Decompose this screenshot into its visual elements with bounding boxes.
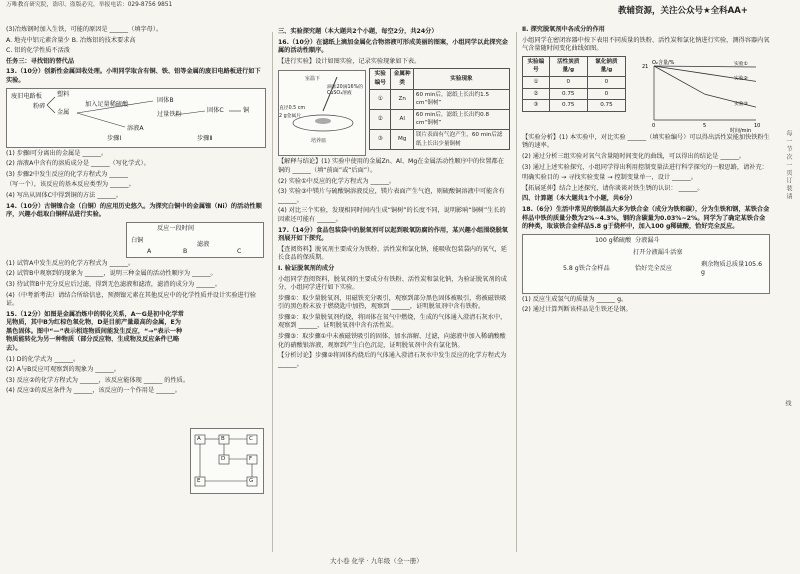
q17-line: 小组同学查阅资料，脱氧剂的主要成分有铁粉、活性炭和氯化钠，为验证脱氧剂的成分，小组同学进行如下实验。 xyxy=(278,275,507,292)
table-header: 金属种类 xyxy=(391,69,413,89)
section-3-heading: 三、实验探究题（本大题共2个小题，每空2分，共24分） xyxy=(278,28,438,35)
diagram-label: 步骤Ⅰ xyxy=(107,134,122,142)
table-row xyxy=(370,109,510,129)
diagram-label: 固体C xyxy=(207,106,224,114)
q15-line: (4) 反应③的反应条件为 ______，该反应的一个作用是 ______。 xyxy=(6,387,181,395)
node-d: D xyxy=(221,456,226,462)
q14-test-tube-diagram xyxy=(126,222,264,258)
q12-line: (3)冶炼钢时加入生铁，可能的原因是 ______（填字母）。 xyxy=(6,26,163,33)
diagram-label: 固体B xyxy=(157,96,174,104)
page-header-note: 万唯教育研究院，盗印、盗版必究，举报电话：029-8756 9851 xyxy=(6,2,173,8)
part2-table xyxy=(522,56,626,112)
y-tick-label: 21 xyxy=(642,63,649,70)
node-g: G xyxy=(249,478,254,484)
x-tick-label: 10 xyxy=(754,122,761,129)
column-1 xyxy=(6,26,266,484)
q16-dish-diagram xyxy=(278,70,366,156)
q17-line: 步骤②：取少量脱氧剂灼烧，将固体在氧气中燃烧，生成的气体通入澄清石灰水中，观察到 ______，证明脱氧剂中含有活性炭。 xyxy=(278,313,507,330)
series-label: 实验② xyxy=(734,76,748,82)
diagram-label: 剩余物质总质量105.6 g xyxy=(701,260,763,277)
q16-line: (4) 对比三个实验，发现相同时间内生成“铜树”的长度不同，说明影响“铜树”生长的因素还可能有 ______。 xyxy=(278,207,506,223)
table-cell: ① xyxy=(523,76,550,88)
series-label: 实验① xyxy=(734,61,748,67)
diagram-label: 滴加20滴16%的CuSO₄溶液 xyxy=(327,85,363,97)
q17-line: 步骤③：取步骤①中未被磁铁吸引的固体，加水溶解、过滤，向滤液中加入稀硝酸酸化的硝酸银溶液，观察到产生白色沉淀，证明脱氧剂中含有氯化钠。 xyxy=(278,333,506,349)
table-cell: ② xyxy=(370,109,391,129)
diagram-label: 加入足量稀硫酸 xyxy=(85,100,129,108)
q17-line: 【查阅资料】脱氧剂主要成分为铁粉、活性炭和氯化钠，能吸收包装袋内的氧气，延长食品的保质期。 xyxy=(278,245,507,262)
q16-results-table xyxy=(369,68,510,150)
part2-line: 【实验分析】(1) 本实验中，对比实验 ______（填实验编号）可以得出活性炭能加快铁粉生锈的速率。 xyxy=(522,133,770,150)
q16-title: 16.（10分）在滤纸上滴加金属化合物溶液可形成美丽的图案，小组同学以此探究金属的活动性顺序。 xyxy=(278,38,508,55)
node-f: F xyxy=(249,456,253,462)
x-tick-label: 0 xyxy=(652,122,656,129)
task-heading: 任务三：寻找铝的替代品 xyxy=(6,57,75,65)
column-divider xyxy=(272,32,273,552)
table-cell: 0 xyxy=(587,88,625,100)
table-row xyxy=(523,76,626,88)
q18-line: (1) 反应生成氢气的质量为 ______ g。 xyxy=(522,295,628,303)
node-a: A xyxy=(197,436,201,442)
q14-line: (3) 待试管B中充分反应后过滤，得到无色滤液和滤渣，滤渣的成分为 ______。 xyxy=(6,280,221,288)
table-header: 氯化钠质量/g xyxy=(587,56,625,76)
table-header: 实验编号 xyxy=(523,56,550,76)
flow-arrows xyxy=(7,89,265,147)
table-row xyxy=(523,88,626,100)
q13-line: （写一个），该反应的基本反应类型为 ______。 xyxy=(6,181,135,189)
diagram-label: 滤液 xyxy=(197,240,210,248)
q14-line: (2) 试管B中观察到的现象为 ______，说明三种金属的活动性顺序为 ______。 xyxy=(6,270,217,278)
table-cell: ③ xyxy=(370,129,391,149)
table-row xyxy=(370,129,510,149)
table-row xyxy=(370,89,510,109)
diagram-label: 反应一段时间 xyxy=(157,224,195,232)
diagram-label: 分液漏斗 xyxy=(635,236,660,244)
q18-title: 18.（6分）生活中常见的铁制品大多为铁合金（成分为铁和碳），分为生铁和钢，某铁合金样品中铁的质量分数为2%~4.3%，钢的含碳量为0.03%~2%。同学为了确定某铁合金的种类，取该铁合金样品5.8 g于烧杯中，加入100 g稀硫酸，恰好完全反应。 xyxy=(522,205,770,231)
binding-margin-text: 每 一 节 次 一 页 订 装 请 xyxy=(785,130,792,200)
diagram-label: 2 g金属片 xyxy=(279,114,302,120)
q17-subheading: Ⅰ. 验证脱氧剂的成分 xyxy=(278,264,335,272)
x-axis-label: 时间/min xyxy=(730,127,752,134)
x-tick-label: 5 xyxy=(703,122,707,129)
diagram-label: 直径0.5 cm xyxy=(279,106,306,112)
part2-line: 明确实验目的 → 寻找实验变量 → 控制变量单一，设计 ______。 xyxy=(522,174,697,182)
header-banner: 教辅资源，关注公众号★全科AA+ xyxy=(618,6,748,16)
q13-line: (2) 溶液A中含有的溶质成分是 ______（写化学式）。 xyxy=(6,160,150,168)
q13-line: (1) 步骤Ⅰ可分离出的金属是 ______。 xyxy=(6,149,108,157)
table-header: 实验编号 xyxy=(370,69,391,89)
q16-line: (2) 实验①中反应的化学方程式为 ______。 xyxy=(278,177,396,185)
q16-line: (3) 实验③中镁片与硫酸铜溶液反应，镁片表面产生气泡，则硫酸铜溶液中可能含有 ______。 xyxy=(278,188,505,204)
diagram-label: 5.8 g铁合金样品 xyxy=(563,264,610,272)
diagram-label: 打开分液漏斗活塞 xyxy=(633,248,683,256)
diagram-label: 塑料 xyxy=(57,90,70,98)
y-axis-label: O₂含量/% xyxy=(652,59,675,66)
part2-line: 【拓展延伸】结合上述探究，请你谈谈对铁生锈的认识： ______。 xyxy=(522,184,704,192)
node-b: B xyxy=(221,436,225,442)
q12-options: C. 铝的化学性质不活泼 xyxy=(6,47,70,55)
q12-options: A. 地壳中铝元素含量少 B. 冶炼铝的技术要求高 xyxy=(6,36,136,44)
table-cell: 0 xyxy=(549,76,587,88)
q16-figure-row xyxy=(278,68,510,158)
part2-line: (2) 通过分析三组实验对氧气含量随时间变化的曲线，可以得出的结论是 ______。 xyxy=(522,152,746,160)
q13-line: (4) 写出从固体C中得到铜的方法 ______。 xyxy=(6,191,123,199)
diagram-label: 金属 xyxy=(57,108,70,116)
table-cell: Al xyxy=(391,109,413,129)
q15-line: (2) A与B反应可观察到的现象为 ______。 xyxy=(6,366,120,374)
q13-line: (3) 步骤2中发生反应的化学方程式为 ______ xyxy=(6,170,128,178)
diagram-label: B xyxy=(183,247,188,255)
series-line xyxy=(654,66,756,107)
q18-line: (2) 通过计算判断该样品是生铁还是钢。 xyxy=(522,306,632,314)
part2-figure-row xyxy=(522,56,770,134)
table-cell: 60 min后，滤纸上长出约0.8 cm“铜树” xyxy=(413,109,509,129)
q15-title: 15.（12分）如图是金属冶炼中的转化关系，A～G是初中化学常见物质，其中B为红棕色氧化物，D是目前产量最高的金属，E为黑色固体。图中“—”表示相连物质间能发生反应，“→”表示一种物质能转化为另一种物质（部分反应物、生成物及反应条件已略去）。 xyxy=(6,310,184,353)
table-cell: 0.75 xyxy=(587,100,625,112)
table-row xyxy=(523,100,626,112)
diagram-label: 培养皿 xyxy=(311,138,327,145)
table-cell: ③ xyxy=(523,100,550,112)
diagram-label: 过量铁粉 xyxy=(157,110,182,118)
diagram-label: 废旧电路板 xyxy=(11,92,42,100)
node-e: E xyxy=(197,478,201,484)
diagram-label: 粉碎 xyxy=(33,102,46,110)
table-header: 实验现象 xyxy=(413,69,509,89)
table-cell: ① xyxy=(370,89,391,109)
part2-intro: 小组同学在密闭容器中按下表用不同质量的铁粉、活性炭和氯化钠进行实验，测得容器内氧气含量随时间变化曲线如图。 xyxy=(522,36,770,53)
node-c: C xyxy=(249,436,253,442)
table-cell: 镁片表面有气泡产生，60 min后滤纸上长出少量铜树 xyxy=(413,129,509,149)
table-cell: 0 xyxy=(587,76,625,88)
diagram-label: 100 g稀硫酸 xyxy=(595,236,632,244)
q13-flow-diagram xyxy=(6,88,266,148)
column-2 xyxy=(278,26,510,371)
table-cell: 0.75 xyxy=(549,100,587,112)
diagram-label: C xyxy=(237,247,242,255)
diagram-label: 恰好完全反应 xyxy=(635,264,673,272)
table-cell: Mg xyxy=(391,129,413,149)
binding-margin-text: 线 xyxy=(784,400,791,406)
diagram-label: 步骤Ⅱ xyxy=(197,134,213,142)
diagram-label: A xyxy=(147,247,152,255)
part2-line: (3) 通过上述实验探究，小组同学得出利用控制变量法进行科学探究的一般思路，请补充： xyxy=(522,163,768,171)
column-divider xyxy=(516,32,517,552)
part2-title: Ⅱ. 探究脱氧剂中各成分的作用 xyxy=(522,26,605,33)
diagram-label: 白铜 xyxy=(131,236,144,244)
series-label: 实验③ xyxy=(734,101,748,107)
q18-apparatus-diagram xyxy=(522,234,770,294)
q15-line: (3) 反应②的化学方程式为 ______，该反应能体现 ______ 的性质。 xyxy=(6,376,190,384)
column-3 xyxy=(522,26,770,317)
q17-title: 17.（14分）食品包装袋中的脱氧剂可以起到吸氧防腐的作用，某兴趣小组围绕脱氧剂展开如下探究。 xyxy=(278,226,508,243)
diagram-label: 室温下 xyxy=(305,76,321,83)
diagram-label: 铜 xyxy=(243,106,250,114)
q13-title: 13.（10分）创新性金属回收处理。小明同学取含有铜、铁、铝等金属的废旧电路板进行如下实验。 xyxy=(6,68,261,84)
q17-line: 【分析讨论】步骤②将固体灼烧后的气体通入澄清石灰水中发生反应的化学方程式为 ______。 xyxy=(278,352,507,368)
page-footer: 大小卷 化学 · 九年级（全一册） xyxy=(330,557,423,565)
oxygen-content-chart xyxy=(632,56,764,134)
table-cell: 0.75 xyxy=(549,88,587,100)
q14-title: 14.（10分）古铜镍合金（白铜）的应用历史悠久。为探究白铜中的金属镍（Ni）的活动性顺序，兴趣小组取白铜样品进行实验。 xyxy=(6,202,262,219)
table-cell: 60 min后，滤纸上长出约1.5 cm“铜树” xyxy=(413,89,509,109)
diagram-label: 溶液A xyxy=(127,124,144,132)
q14-line: (4)（中考新考法）请结合所给信息，预测镍元素在其他反应中的化学性质并设计实验进行验证。 xyxy=(6,291,257,308)
q15-relation-diagram xyxy=(190,428,264,494)
q15-line: (1) D的化学式为 ______。 xyxy=(6,355,80,363)
q17-line: 步骤①：取少量脱氧剂，用磁铁充分吸引，观察到部分黑色固体被吸引，将被磁铁吸引的黑色粉末放于燃烧匙中加热，观察到 ______，证明脱氧剂中含有铁粉。 xyxy=(278,294,507,311)
q14-line: (1) 试管A中发生反应的化学方程式为 ______。 xyxy=(6,259,135,267)
table-cell: ② xyxy=(523,88,550,100)
section-4-heading: 四、计算题（本大题共1个小题，共6分） xyxy=(522,195,636,203)
q16-line: 【解释与结论】(1) 实验中使用的金属Zn、Al、Mg在金属活动性顺序中的位置都在铜的 ______（填“前面”或“后面”）。 xyxy=(278,158,504,174)
table-cell: Zn xyxy=(391,89,413,109)
table-header: 活性炭质量/g xyxy=(549,56,587,76)
q16-intro: 【进行实验】设计如图实验，记录实验现象如下表。 xyxy=(278,57,421,65)
